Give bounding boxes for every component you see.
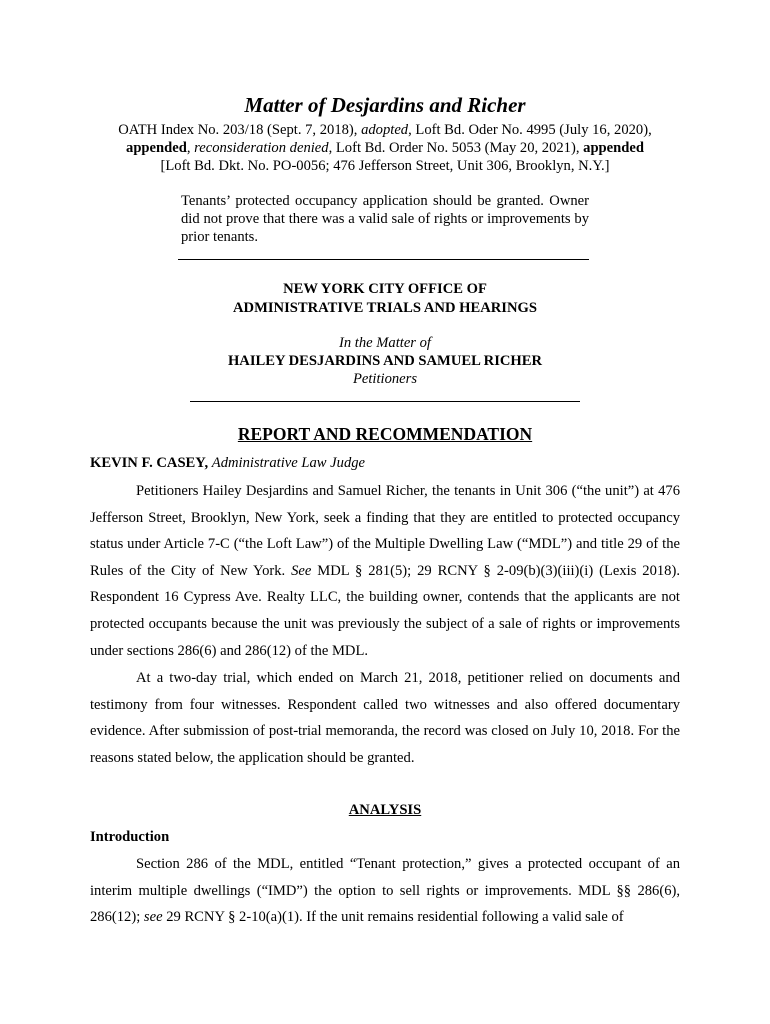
signal-see: see	[143, 909, 163, 926]
introduction-heading: Introduction	[90, 829, 170, 845]
matter-role: Petitioners	[352, 371, 418, 387]
citation-text: , Loft Bd. Oder No. 4995 (July 16, 2020),	[408, 122, 652, 138]
divider	[178, 259, 589, 260]
matter-caption	[0, 334, 770, 388]
report-title: REPORT AND RECOMMENDATION	[237, 424, 533, 444]
citation-appended: appended	[126, 140, 187, 156]
paragraph-text: MDL § 281(5); 29 RCNY § 2-09(b)(3)(iii)(i) (Lexis 2018). Respondent 16 Cypress Ave. Realty LLC, the building owner, contends that the applicants are not protected occupants because the unit was previously the subject of a sale of rights or improvements under sections 286(6) and 286(12) of the MDL.	[90, 562, 680, 659]
agency-line: NEW YORK CITY OFFICE OF	[283, 281, 487, 297]
paragraph	[90, 851, 680, 931]
case-citation	[80, 121, 690, 175]
paragraph-text: At a two-day trial, which ended on March 21, 2018, petitioner relied on documents and testimony from four witnesses. Respondent called two witnesses and also offered documentary evidence. After submission of post-trial memoranda, the record was closed on July 10, 2018. For the reasons stated below, the application should be granted.	[90, 670, 680, 766]
paragraph-text: Petitioners Hailey Desjardins and Samuel Richer, the tenants in Unit 306 (“the unit”) at 476 Jefferson Street, Brooklyn, New York, seek a finding that they are entitled to protected occupancy status under Article 7-C (“the Loft Law”) of the Multiple Dwelling Law (“MDL”) and title 29 of the Rules of the City of New York.	[90, 483, 680, 579]
analysis-heading: ANALYSIS	[348, 802, 422, 818]
divider	[190, 401, 580, 402]
case-summary: Tenants’ protected occupancy application should be granted. Owner did not prove that there was a valid sale of rights or improvements by prior tenants.	[181, 193, 589, 245]
agency-heading	[0, 280, 770, 318]
citation-adopted: adopted	[361, 122, 409, 138]
paragraph	[90, 665, 680, 771]
paragraph	[90, 478, 680, 664]
paragraph-text: 29 RCNY § 2-10(a)(1). If the unit remains residential following a valid sale of	[162, 909, 624, 926]
citation-text: OATH Index No. 203/18 (Sept. 7, 2018),	[118, 122, 362, 138]
paragraph-text: Section 286 of the MDL, entitled “Tenant protection,” gives a protected occupant of an interim multiple dwellings (“IMD”) the option to sell rights or improvements. MDL §§ 286(6), 286(12);	[90, 856, 680, 926]
citation-text: ,	[186, 140, 195, 156]
judge-name: KEVIN F. CASEY,	[90, 455, 209, 471]
citation-reconsideration: reconsideration denied	[194, 140, 329, 156]
signal-see: See	[291, 562, 312, 579]
docket-line: [Loft Bd. Dkt. No. PO-0056; 476 Jefferson Street, Unit 306, Brooklyn, N.Y.]	[160, 158, 610, 174]
case-title: Matter of Desjardins and Richer	[244, 93, 526, 117]
citation-text: , Loft Bd. Order No. 5053 (May 20, 2021),	[328, 140, 584, 156]
judge-line	[90, 455, 365, 472]
agency-line: ADMINISTRATIVE TRIALS AND HEARINGS	[233, 300, 537, 316]
citation-appended: appended	[583, 140, 644, 156]
judge-title: Administrative Law Judge	[211, 455, 366, 471]
matter-prefix: In the Matter of	[338, 335, 431, 351]
matter-parties: HAILEY DESJARDINS AND SAMUEL RICHER	[227, 353, 543, 369]
